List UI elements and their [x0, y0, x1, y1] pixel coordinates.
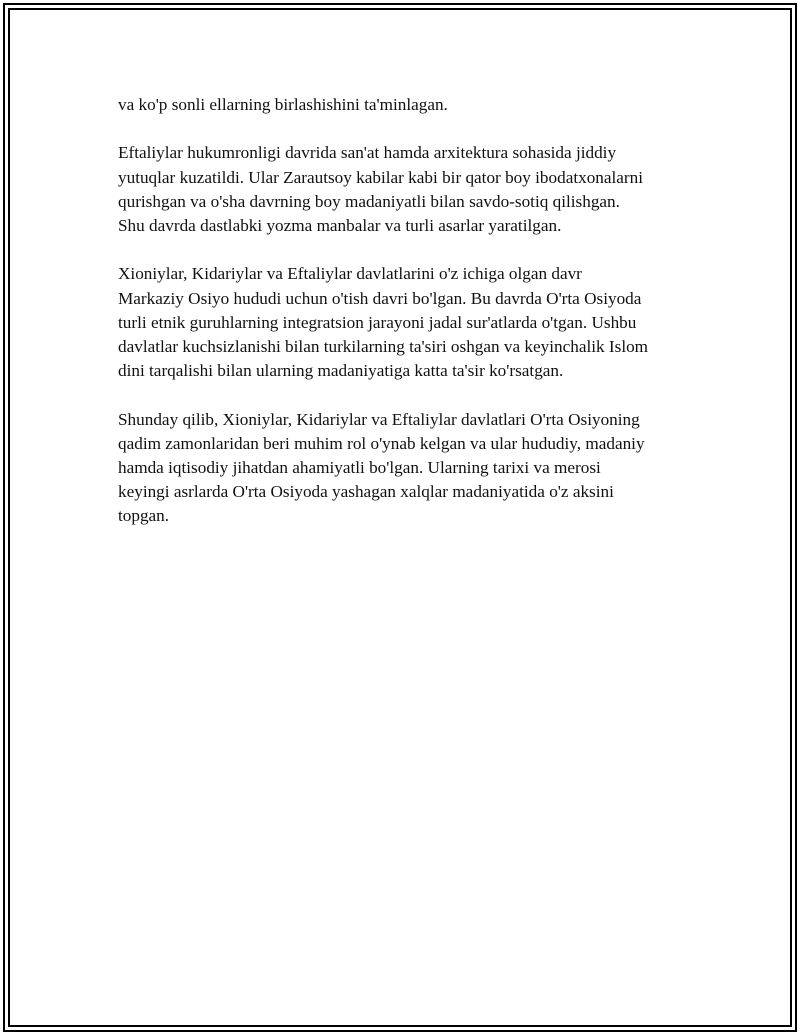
paragraph — [118, 93, 698, 117]
text-line: Eftaliylar hukumronligi davrida san'at hamda arxitektura sohasida jiddiy — [118, 143, 617, 163]
text-line: dini tarqalishi bilan ularning madaniyatiga katta ta'sir ko'rsatgan. — [118, 361, 564, 381]
text-line: topgan. — [118, 506, 170, 526]
text-line: va ko'p sonli ellarning birlashishini ta'minlagan. — [118, 95, 448, 114]
text-line: Shunday qilib, Xioniylar, Kidariylar va Eftaliylar davlatlari O'rta Osiyoning — [118, 409, 640, 429]
text-line: turli etnik guruhlarning integratsion jarayoni jadal sur'atlarda o'tgan. Ushbu — [118, 312, 637, 332]
document-body — [118, 93, 698, 553]
text-line: qurishgan va o'sha davrning boy madaniyatli bilan savdo-sotiq qilishgan. — [118, 191, 620, 211]
text-line: Shu davrda dastlabki yozma manbalar va turli asarlar yaratilgan. — [118, 216, 562, 235]
text-line: davlatlar kuchsizlanishi bilan turkilarning ta'siri oshgan va keyinchalik Islom — [118, 337, 649, 356]
text-line: keyingi asrlarda O'rta Osiyoda yashagan xalqlar madaniyatida o'z aksini — [118, 482, 614, 502]
text-line: Xioniylar, Kidariylar va Eftaliylar davlatlarini o'z ichiga olgan davr — [118, 264, 582, 284]
text-line: Markaziy Osiyo hududi uchun o'tish davri bo'lgan. Bu davrda O'rta Osiyoda — [118, 288, 642, 308]
paragraph — [118, 141, 698, 238]
paragraph — [118, 262, 698, 383]
text-line: qadim zamonlaridan beri muhim rol o'ynab kelgan va ular hududiy, madaniy — [118, 433, 645, 453]
text-line: yutuqlar kuzatildi. Ular Zarautsoy kabilar kabi bir qator boy ibodatxonalarni — [118, 167, 644, 187]
paragraph — [118, 408, 698, 529]
text-line: hamda iqtisodiy jihatdan ahamiyatli bo'lgan. Ularning tarixi va merosi — [118, 458, 601, 477]
